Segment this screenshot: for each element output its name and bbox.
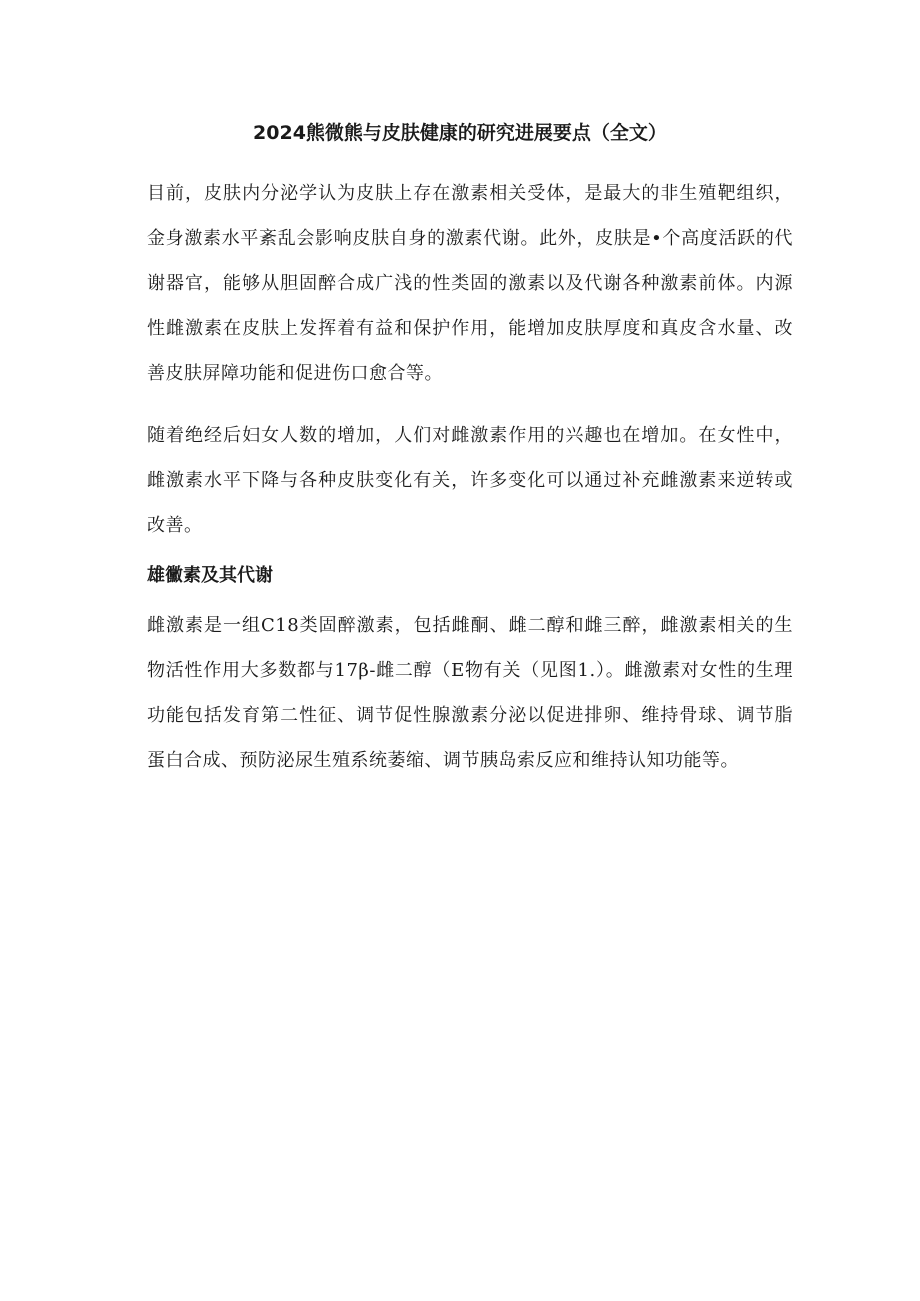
paragraph-menopause: 随着绝经后妇女人数的增加，人们对雌激素作用的兴趣也在增加。在女性中，雌激素水平下降与各种皮肤变化有关，许多变化可以通过补充雌激素来逆转或改善。: [147, 425, 793, 536]
paragraph-estrogen-metabolism: 雌激素是一组C18类固醉激素，包括雌酮、雌二醇和雌三醉，雌激素相关的生物活性作用大多数都与17β-雌二醇（E物有关（见图1.）。雌激素对女性的生理功能包括发育第二性征、调节促性腺激素分泌以促进排卵、维持骨球、调节脂蛋白合成、预防泌尿生殖系统萎缩、调节胰岛索反应和维持认知功能等。: [147, 615, 793, 771]
paragraph-intro: 目前，皮肤内分泌学认为皮肤上存在激素相关受体，是最大的非生殖靶组织，金身激素水平紊乱会影响皮肤自身的激素代谢。此外，皮肤是•个高度活跃的代谢器官，能够从胆固醉合成广浅的性类固的激素以及代谢各种激素前体。内源性雌激素在皮肤上发挥着有益和保护作用，能增加皮肤厚度和真皮含水量、改善皮肤屏障功能和促进伤口愈合等。: [147, 183, 793, 384]
document-title: 2024熊微熊与皮肤健康的研究进展要点（全文）: [253, 122, 667, 144]
section-heading: 雄黴素及其代谢: [147, 565, 273, 586]
